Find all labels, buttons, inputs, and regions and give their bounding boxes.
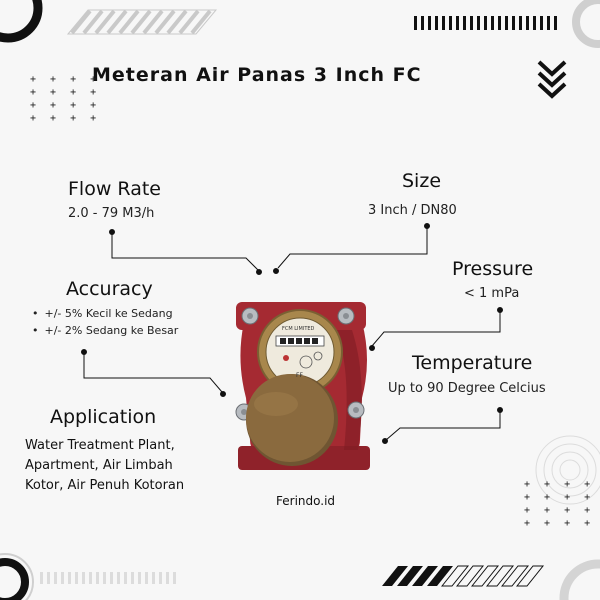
size-value: 3 Inch / DN80 xyxy=(368,203,457,218)
meter-dial-brand: FCM LIMITED xyxy=(282,326,315,332)
hatch-band-bottom xyxy=(382,566,543,586)
flow-rate-label: Flow Rate xyxy=(68,178,161,200)
brand-label: Ferindo.id xyxy=(276,494,336,508)
accuracy-item: • +/- 5% Kecil ke Sedang xyxy=(32,305,178,322)
accuracy-label: Accuracy xyxy=(66,278,153,300)
page-title: Meteran Air Panas 3 Inch FC xyxy=(92,64,422,86)
barcode-bottom-left xyxy=(40,572,176,584)
flow-rate-value: 2.0 - 79 M3/h xyxy=(68,206,155,221)
hatch-band-top xyxy=(68,10,216,34)
pressure-value: < 1 mPa xyxy=(464,286,520,301)
chevron-down-icon xyxy=(539,62,565,96)
meter-dial-mark: FF xyxy=(296,372,303,379)
application-line: Water Treatment Plant, xyxy=(25,438,175,453)
size-label: Size xyxy=(402,170,442,192)
corner-ring-top-left xyxy=(0,0,38,38)
temperature-value: Up to 90 Degree Celcius xyxy=(388,381,546,396)
barcode-top-right xyxy=(414,16,557,30)
application-line: Apartment, Air Limbah xyxy=(25,458,173,473)
application-text xyxy=(25,436,184,496)
pressure-label: Pressure xyxy=(452,258,534,280)
corner-ring-bottom-left xyxy=(0,562,25,600)
accuracy-list xyxy=(32,305,178,339)
corner-ring-bottom-right xyxy=(564,564,600,600)
application-line: Kotor, Air Penuh Kotoran xyxy=(25,478,185,493)
application-label: Application xyxy=(50,406,157,428)
corner-ring-top-right xyxy=(576,0,600,44)
plus-grid-decor-bottom: + + + + + + + + + + + + + + + + xyxy=(524,479,595,529)
accuracy-item: • +/- 2% Sedang ke Besar xyxy=(32,322,178,339)
temperature-label: Temperature xyxy=(412,352,533,374)
plus-grid-decor-top: + + + + + + + + + + + + + + + + xyxy=(30,74,101,124)
